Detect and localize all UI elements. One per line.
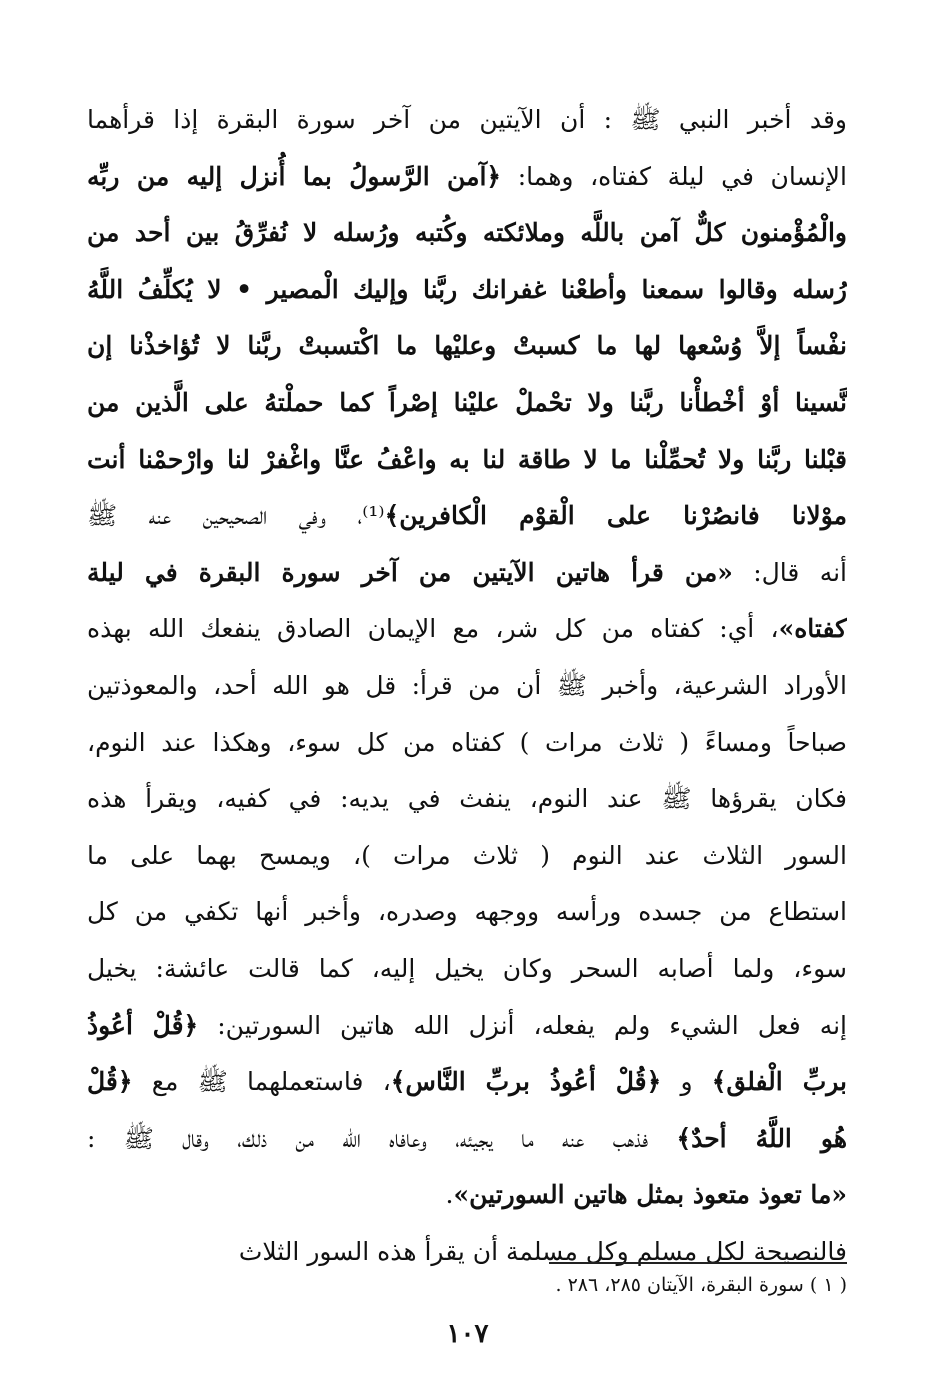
- text-line-11: الأوراد الشرعية، وأخبر ﷺ أن من قرأ: قل هو الله أحد، والمعوذتين: [87, 670, 847, 700]
- body-text: [87, 92, 847, 1280]
- text-line-3: والْمُؤْمنون كلٌّ آمن باللَّه وملائكته وكُتبه ورُسله لا نُفرِّقُ بين أحد من: [87, 218, 847, 248]
- text-line-19: [87, 1111, 847, 1168]
- text-line-6: نَّسينا أوْ أخْطأْنا ربَّنا ولا تحْملْ عليْنا إصْراً كما حملْتهُ على الَّذين من: [87, 387, 847, 417]
- text-line-2: [87, 149, 847, 206]
- text-line-18-verse-b: ﴿قُلْ أعُوذُ بربِّ النَّاس﴾: [390, 1067, 662, 1097]
- text-line-20: [87, 1167, 847, 1224]
- text-line-18: [87, 1054, 847, 1111]
- text-line-14: السور الثلاث عند النوم ( ثلاث مرات )، ويمسح بهما على ما: [87, 840, 847, 870]
- text-line-20-plain: .: [445, 1180, 454, 1210]
- text-line-17-verse: ﴿قُلْ أعُوذُ: [87, 1010, 199, 1040]
- footnote: ( ١ ) سورة البقرة، الآيتان ٢٨٥، ٢٨٦ .: [555, 1274, 847, 1296]
- text-line-9: [87, 545, 847, 602]
- footnote-divider: [549, 1262, 847, 1264]
- text-line-9-hadith: «من قرأ هاتين الآيتين من آخر سورة البقرة في ليلة: [87, 557, 733, 587]
- text-line-18-plain-b: ، فاستعملهما ﷺ مع: [132, 1067, 391, 1097]
- text-line-18-verse-a: بربِّ الْفلق﴾: [711, 1067, 847, 1097]
- text-line-10-plain: ، أي: كفتاه من كل شر، مع الإيمان الصادق ينفعك الله بهذه: [87, 614, 779, 644]
- page-number: ١٠٧: [446, 1319, 489, 1349]
- text-line-9-plain: أنه قال:: [732, 557, 847, 587]
- text-line-16: سوء، ولما أصابه السحر وكان يخيل إليه، كما قالت عائشة: يخيل: [87, 953, 847, 983]
- text-line-12: صباحاً ومساءً ( ثلاث مرات ) كفتاه من كل سوء، وهكذا عند النوم،: [87, 727, 847, 757]
- text-line-4: رُسله وقالوا سمعنا وأطعْنا غفرانك ربَّنا وإليك الْمصير • لا يُكلِّفُ اللَّهُ: [87, 274, 847, 304]
- text-line-2-verse: ﴿آمن الرَّسولُ بما أُنزل إليه من ربِّه: [87, 161, 502, 191]
- text-line-18-plain-a: و: [661, 1067, 712, 1097]
- text-line-19-verse: هُو اللَّهُ أحدٌ﴾: [676, 1123, 847, 1153]
- text-line-10: [87, 601, 847, 658]
- text-line-17: [87, 998, 847, 1055]
- text-line-21: فالنصيحة لكل مسلم وكل مسلمة أن يقرأ هذه السور الثلاث: [238, 1236, 847, 1266]
- text-line-8-verse: موْلانا فانصُرْنا على الْقوْم الْكافرين﴾: [384, 501, 847, 531]
- text-line-13: فكان يقرؤها ﷺ عند النوم، ينفث في يديه: في كفيه، ويقرأ هذه: [87, 784, 847, 814]
- text-line-17-plain: إنه فعل الشيء ولم يفعله، أنزل الله هاتين السورتين:: [198, 1010, 847, 1040]
- text-line-15: استطاع من جسده ورأسه ووجهه وصدره، وأخبر أنها تكفي من كل: [87, 897, 847, 927]
- text-line-2-plain: الإنسان في ليلة كفتاه، وهما:: [501, 161, 847, 191]
- text-line-1: وقد أخبر النبي ﷺ : أن الآيتين من آخر سورة البقرة إذا قرأهما: [87, 105, 847, 134]
- text-line-19-plain: فذهب عنه ما يجيئه، وعافاه الله من ذلك، وقال ﷺ :: [87, 1123, 677, 1153]
- text-line-8: [87, 488, 847, 545]
- text-line-5: نفْساً إلاَّ وُسْعها لها ما كسبتْ وعليْها ما اكْتسبتْ ربَّنا لا تُؤاخذْنا إن: [87, 331, 847, 361]
- text-line-10-hadith: كفتاه»: [778, 614, 847, 644]
- text-line-18-verse-c: ﴿قُلْ: [87, 1067, 133, 1097]
- text-line-20-hadith: «ما تعوذ متعوذ بمثل هاتين السورتين»: [453, 1180, 847, 1210]
- text-line-7: قبْلنا ربَّنا ولا تُحمِّلْنا ما لا طاقة لنا به واعْفُ عنَّا واغْفرْ لنا وارْحمْنا أنت: [87, 444, 847, 474]
- text-line-8-plain: ⁽¹⁾، وفي الصحيحين عنه ﷺ: [87, 501, 385, 531]
